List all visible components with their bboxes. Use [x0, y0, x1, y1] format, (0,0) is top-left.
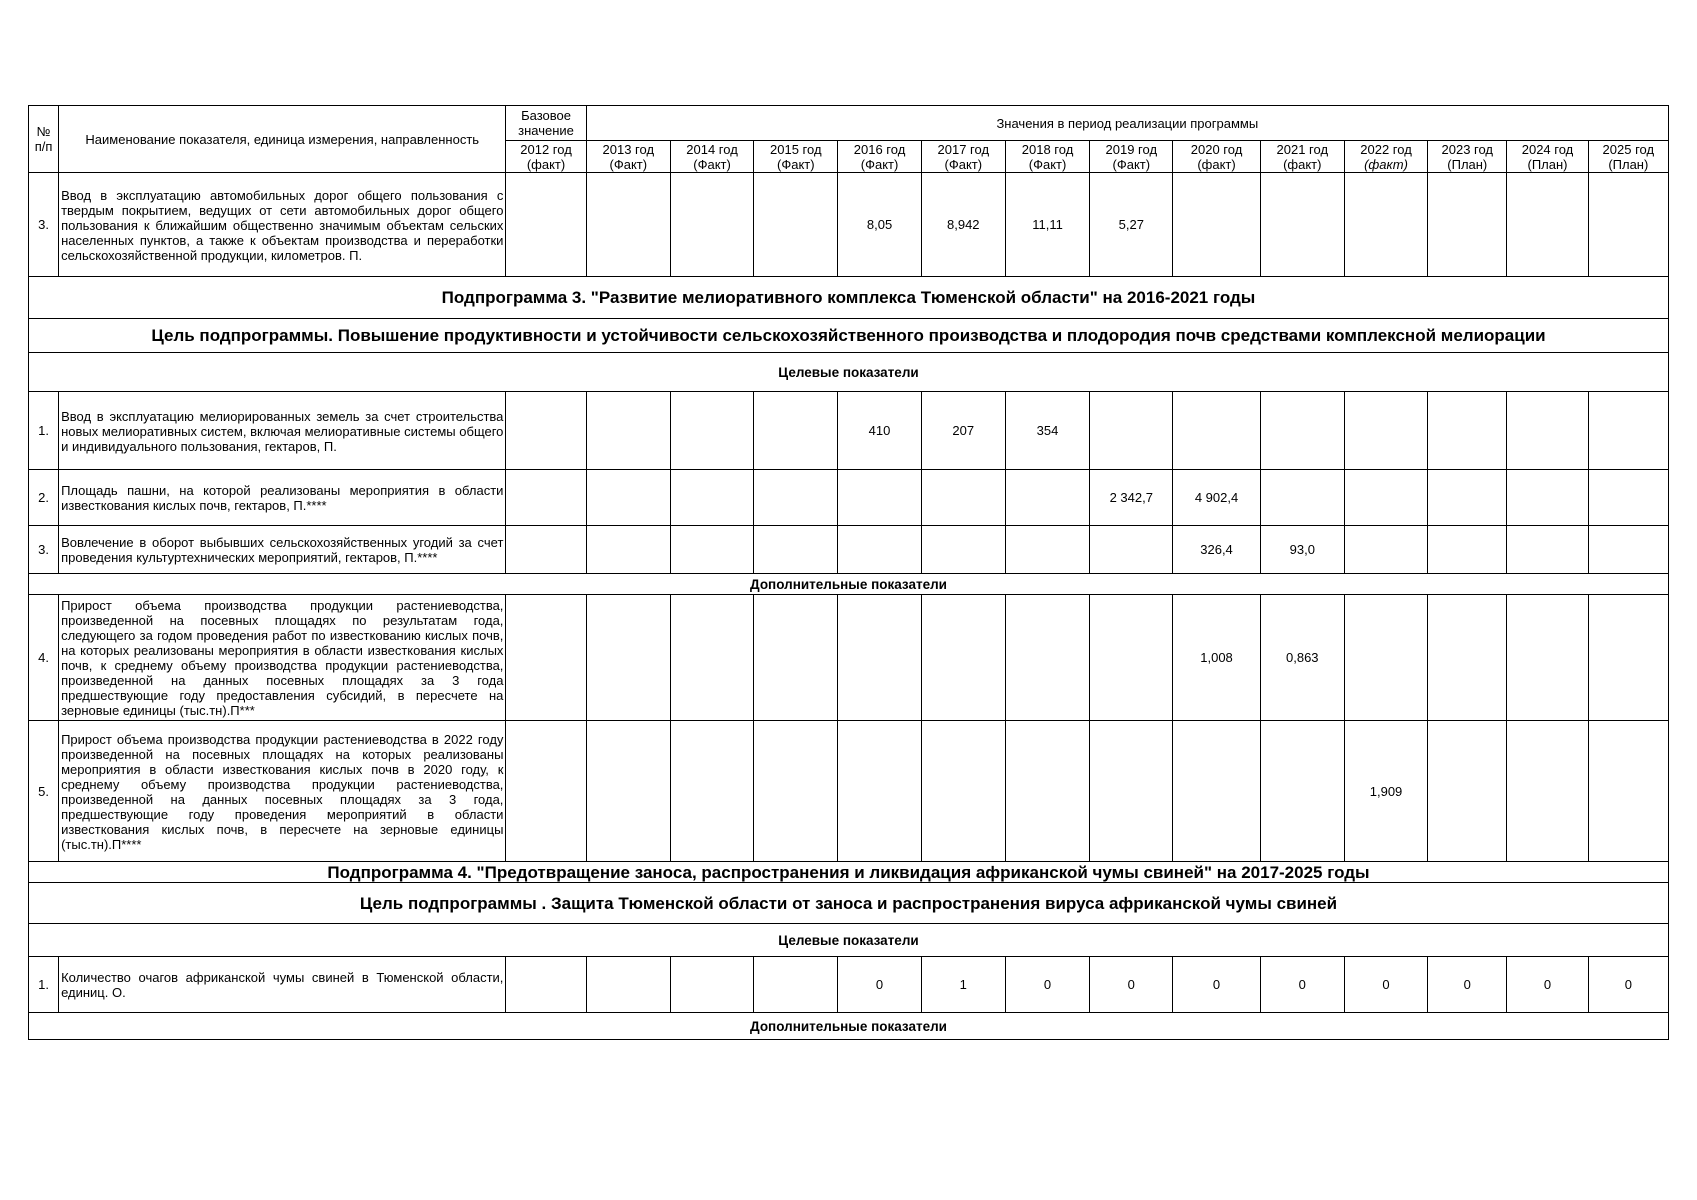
- value-cell: [1428, 173, 1507, 277]
- header-year-8: [1173, 141, 1260, 173]
- indicator-name: Прирост объема производства продукции растениеводства в 2022 году произведенной на посевных площадях на которых реализованы мероприятия в области известкования кислых почв в 2020 году, к среднему объему производства продукции растениеводства, произведенной на данных посевных площадях за 3 года, предшествующие году проведения мероприятий в области известкования кислых почв, в пересчете на зерновые единицы (тыс.тн).П****: [59, 721, 506, 862]
- subprogram-title: Подпрограмма 4. "Предотвращение заноса, распространения и ликвидация африканской чумы свиней" на 2017-2025 годы: [29, 862, 1669, 883]
- year-kind: (факт): [1197, 156, 1236, 172]
- value-cell: [1260, 470, 1344, 526]
- year-label: 2017 год: [937, 141, 990, 157]
- header-year-6: [1005, 141, 1089, 173]
- table-row: [29, 392, 1669, 470]
- table-row: [29, 470, 1669, 526]
- year-kind: (Факт): [777, 156, 815, 172]
- row-number: 3.: [29, 526, 59, 574]
- value-cell: [921, 470, 1005, 526]
- indhead-row: [29, 924, 1669, 957]
- value-cell: [1260, 392, 1344, 470]
- goal-row: [29, 883, 1669, 924]
- year-label: 2022 год: [1360, 141, 1412, 157]
- indicator-name: Ввод в эксплуатацию автомобильных дорог общего пользования с твердым покрытием, ведущих от сети автомобильных дорог общего пользования к ближайшим общественно значимым объектам сельских населенных пунктов, а также к объектам производства и переработки сельскохозяйственной продукции, километров. П.: [59, 173, 506, 277]
- indicator-group-heading: Дополнительные показатели: [29, 1013, 1669, 1040]
- value-cell: 0: [1588, 957, 1668, 1013]
- value-cell: [1588, 721, 1668, 862]
- indhead-row: [29, 1013, 1669, 1040]
- goal-row: [29, 319, 1669, 353]
- value-cell: [1173, 721, 1260, 862]
- value-cell: 207: [921, 392, 1005, 470]
- year-label: 2024 год: [1521, 141, 1574, 157]
- value-cell: 1,909: [1344, 721, 1427, 862]
- header-base-value: Базовое значение: [506, 106, 586, 141]
- value-cell: 0: [1173, 957, 1260, 1013]
- year-label: 2016 год: [853, 141, 906, 157]
- value-cell: 93,0: [1260, 526, 1344, 574]
- indicator-name: Ввод в эксплуатацию мелиорированных земель за счет строительства новых мелиоративных систем, включая мелиоративные системы общего и индивидуального пользования, гектаров, П.: [59, 392, 506, 470]
- value-cell: 410: [838, 392, 921, 470]
- value-cell: [586, 595, 670, 721]
- value-cell: [506, 470, 586, 526]
- row-number: 4.: [29, 595, 59, 721]
- value-cell: [1428, 470, 1507, 526]
- header-year-0: [506, 141, 586, 173]
- value-cell: 8,05: [838, 173, 921, 277]
- value-cell: 354: [1005, 392, 1089, 470]
- subprogram-title: Подпрограмма 3. "Развитие мелиоративного комплекса Тюменской области" на 2016-2021 годы: [29, 277, 1669, 319]
- value-cell: [1588, 173, 1668, 277]
- value-cell: 0: [1005, 957, 1089, 1013]
- value-cell: [754, 721, 838, 862]
- value-cell: [921, 595, 1005, 721]
- value-cell: [1173, 173, 1260, 277]
- value-cell: [670, 957, 753, 1013]
- row-number: 1.: [29, 957, 59, 1013]
- value-cell: [754, 173, 838, 277]
- value-cell: [838, 595, 921, 721]
- table-row: [29, 526, 1669, 574]
- value-cell: [670, 392, 753, 470]
- indicator-name: Количество очагов африканской чумы свиней в Тюменской области, единиц. О.: [59, 957, 506, 1013]
- value-cell: [1344, 470, 1427, 526]
- year-label: 2019 год: [1105, 141, 1158, 157]
- value-cell: 326,4: [1173, 526, 1260, 574]
- value-cell: [754, 526, 838, 574]
- header-year-9: [1260, 141, 1344, 173]
- value-cell: [1005, 721, 1089, 862]
- value-cell: [670, 470, 753, 526]
- value-cell: [506, 526, 586, 574]
- row-number: 2.: [29, 470, 59, 526]
- header-year-2: [670, 141, 753, 173]
- indicator-name: Площадь пашни, на которой реализованы мероприятия в области известкования кислых почв, гектаров, П.****: [59, 470, 506, 526]
- value-cell: [1090, 721, 1173, 862]
- value-cell: [1428, 392, 1507, 470]
- value-cell: [670, 721, 753, 862]
- year-kind: (Факт): [860, 156, 899, 172]
- year-kind: (План): [1608, 156, 1649, 172]
- header-year-5: [921, 141, 1005, 173]
- value-cell: [1344, 392, 1427, 470]
- value-cell: [1173, 392, 1260, 470]
- value-cell: [754, 392, 838, 470]
- value-cell: [506, 595, 586, 721]
- header-year-4: [838, 141, 921, 173]
- year-kind: (Факт): [609, 156, 648, 172]
- year-label: 2013 год: [602, 141, 655, 157]
- year-label: 2015 год: [770, 141, 822, 157]
- value-cell: [1588, 526, 1668, 574]
- value-cell: [1344, 173, 1427, 277]
- section-row: [29, 277, 1669, 319]
- value-cell: [921, 721, 1005, 862]
- year-label: 2020 год: [1190, 141, 1243, 157]
- value-cell: [1428, 595, 1507, 721]
- year-label: 2012 год: [520, 141, 572, 157]
- value-cell: [586, 957, 670, 1013]
- value-cell: 1,008: [1173, 595, 1260, 721]
- value-cell: [670, 173, 753, 277]
- indicator-group-heading: Целевые показатели: [29, 924, 1669, 957]
- value-cell: [838, 721, 921, 862]
- value-cell: [1588, 392, 1668, 470]
- header-year-11: [1428, 141, 1507, 173]
- year-label: 2018 год: [1021, 141, 1074, 157]
- indicator-group-heading: Дополнительные показатели: [29, 574, 1669, 595]
- value-cell: [506, 957, 586, 1013]
- value-cell: [586, 173, 670, 277]
- row-number: 5.: [29, 721, 59, 862]
- year-label: 2014 год: [686, 141, 738, 157]
- value-cell: 0,863: [1260, 595, 1344, 721]
- value-cell: 1: [921, 957, 1005, 1013]
- header-period-values: Значения в период реализации программы: [586, 106, 1668, 141]
- value-cell: [1507, 526, 1588, 574]
- table-row: [29, 173, 1669, 277]
- value-cell: [670, 595, 753, 721]
- subprogram-goal: Цель подпрограммы . Защита Тюменской области от заноса и распространения вируса африканской чумы свиней: [29, 883, 1669, 924]
- value-cell: [754, 470, 838, 526]
- value-cell: [1344, 595, 1427, 721]
- subprogram-goal: Цель подпрограммы. Повышение продуктивности и устойчивости сельскохозяйственного производства и плодородия почв средствами комплексной мелиорации: [29, 319, 1669, 353]
- indicators-table: [28, 105, 1669, 1040]
- value-cell: [506, 721, 586, 862]
- value-cell: [1090, 595, 1173, 721]
- value-cell: [1005, 526, 1089, 574]
- value-cell: 0: [1090, 957, 1173, 1013]
- value-cell: [586, 526, 670, 574]
- year-kind: (План): [1527, 156, 1568, 172]
- table-row: [29, 721, 1669, 862]
- row-number: 1.: [29, 392, 59, 470]
- year-label: 2025 год: [1602, 141, 1655, 157]
- value-cell: 8,942: [921, 173, 1005, 277]
- value-cell: [1090, 526, 1173, 574]
- header-indicator-name: Наименование показателя, единица измерения, направленность: [59, 106, 506, 173]
- value-cell: 0: [838, 957, 921, 1013]
- indhead-row: [29, 574, 1669, 595]
- value-cell: [838, 470, 921, 526]
- value-cell: [1260, 721, 1344, 862]
- value-cell: [1428, 526, 1507, 574]
- header-row-number: № п/п: [29, 106, 59, 173]
- indicator-name: Вовлечение в оборот выбывших сельскохозяйственных угодий за счет проведения культуртехнических мероприятий, гектаров, П.****: [59, 526, 506, 574]
- table-row: [29, 595, 1669, 721]
- table-row: [29, 957, 1669, 1013]
- value-cell: [1005, 470, 1089, 526]
- value-cell: [586, 721, 670, 862]
- value-cell: [1507, 173, 1588, 277]
- indicator-name: Прирост объема производства продукции растениеводства, произведенной на посевных площадях по результатам года, следующего за годом проведения работ по известкованию кислых почв, на которых реализованы мероприятия в области известкования кислых почв, к среднему объему производства продукции растениеводства, произведенной на данных посевных площадях за 3 года предшествующие году предоставления субсидий, в пересчете на зерновые единицы (тыс.тн).П***: [59, 595, 506, 721]
- value-cell: [1428, 721, 1507, 862]
- header-year-12: [1507, 141, 1588, 173]
- value-cell: [1507, 721, 1588, 862]
- section-row: [29, 862, 1669, 883]
- value-cell: 0: [1428, 957, 1507, 1013]
- value-cell: [754, 595, 838, 721]
- value-cell: [1507, 470, 1588, 526]
- value-cell: 0: [1260, 957, 1344, 1013]
- header-year-7: [1090, 141, 1173, 173]
- value-cell: 2 342,7: [1090, 470, 1173, 526]
- value-cell: [1260, 173, 1344, 277]
- value-cell: 4 902,4: [1173, 470, 1260, 526]
- year-kind: (План): [1447, 156, 1488, 172]
- value-cell: [921, 526, 1005, 574]
- value-cell: [1344, 526, 1427, 574]
- value-cell: [1507, 595, 1588, 721]
- indhead-row: [29, 353, 1669, 392]
- value-cell: [670, 526, 753, 574]
- table-header: [29, 106, 1669, 173]
- value-cell: [506, 173, 586, 277]
- value-cell: 0: [1507, 957, 1588, 1013]
- year-kind: (факт): [526, 156, 566, 172]
- value-cell: [586, 470, 670, 526]
- year-kind: (Факт): [1028, 156, 1067, 172]
- header-year-13: [1588, 141, 1668, 173]
- value-cell: [586, 392, 670, 470]
- value-cell: 11,11: [1005, 173, 1089, 277]
- value-cell: [1507, 392, 1588, 470]
- value-cell: [506, 392, 586, 470]
- value-cell: [1090, 392, 1173, 470]
- year-kind: (факт): [1283, 156, 1322, 172]
- year-kind: (Факт): [693, 156, 731, 172]
- year-label: 2021 год: [1276, 141, 1329, 157]
- header-year-3: [754, 141, 838, 173]
- year-kind: (Факт): [1112, 156, 1151, 172]
- year-label: 2023 год: [1441, 141, 1494, 157]
- indicator-group-heading: Целевые показатели: [29, 353, 1669, 392]
- value-cell: 5,27: [1090, 173, 1173, 277]
- value-cell: [838, 526, 921, 574]
- year-kind: (факт): [1364, 156, 1408, 172]
- year-kind: (Факт): [944, 156, 983, 172]
- value-cell: [1005, 595, 1089, 721]
- row-number: 3.: [29, 173, 59, 277]
- value-cell: [754, 957, 838, 1013]
- value-cell: 0: [1344, 957, 1427, 1013]
- value-cell: [1588, 470, 1668, 526]
- header-year-10: [1344, 141, 1427, 173]
- table-body: [29, 173, 1669, 1040]
- value-cell: [1588, 595, 1668, 721]
- header-year-1: [586, 141, 670, 173]
